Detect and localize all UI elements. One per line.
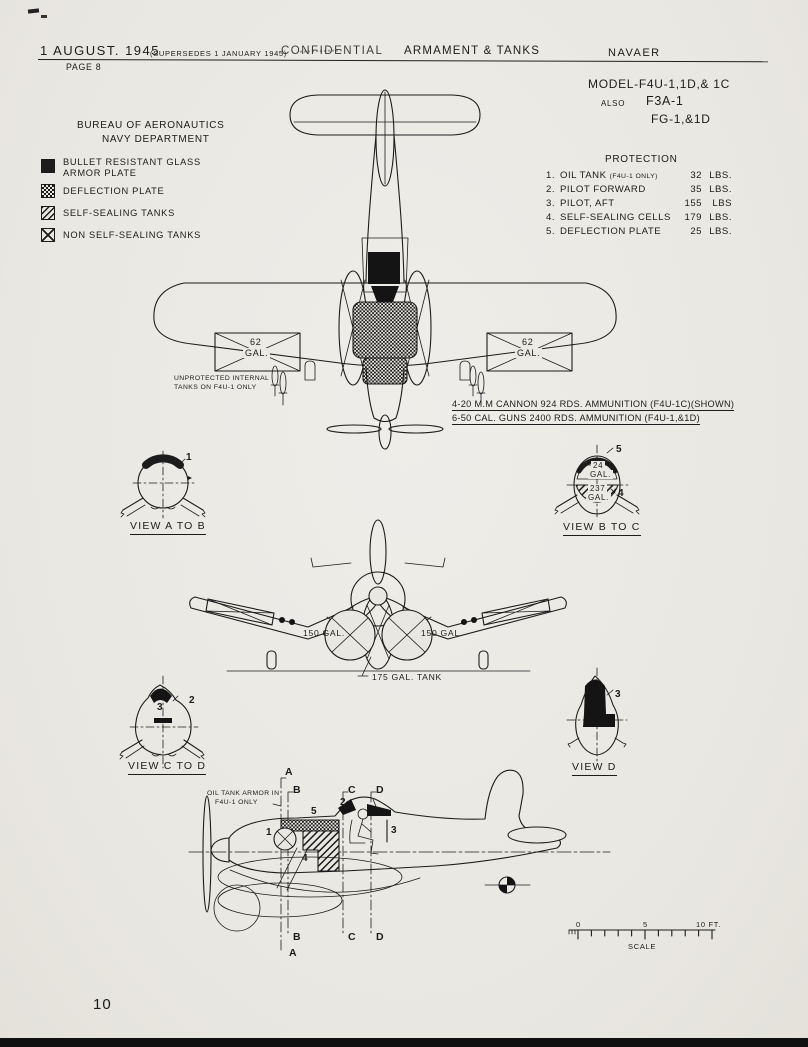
- ammo-note-guns: 6-50 CAL. GUNS 2400 RDS. AMMUNITION (F4U-1,&1D): [452, 413, 700, 423]
- callout-1-side: 1: [266, 827, 272, 838]
- legend-item-armor-1: BULLET RESISTANT GLASS: [63, 157, 201, 167]
- view-bc-upper-tank-unit: GAL.: [590, 470, 612, 479]
- model-line3: FG-1,&1D: [651, 112, 711, 126]
- front-view-drawing: [175, 505, 585, 680]
- ammo-note-cannon: 4-20 M.M CANNON 924 RDS. AMMUNITION (F4U-1C)(SHOWN): [452, 399, 735, 409]
- plan-right-tank-qty: 62: [522, 337, 534, 347]
- section-letter-c-bottom: C: [348, 931, 356, 943]
- swatch-non-self-sealing: [41, 228, 55, 242]
- callout-3-side: 3: [391, 825, 397, 836]
- model-also: ALSO: [601, 99, 626, 108]
- side-oil-note-2: F4U-1 ONLY: [215, 799, 258, 806]
- page-title: ARMAMENT & TANKS: [404, 45, 541, 57]
- scan-mark: [28, 8, 39, 13]
- front-center-tank-label: 175 GAL. TANK: [372, 672, 442, 682]
- page-bottom-edge: [0, 1038, 808, 1047]
- section-letter-a-top: A: [285, 766, 293, 778]
- callout-2-side: 2: [340, 797, 346, 808]
- plan-view-drawing: [140, 80, 650, 452]
- callout-1-view-ab: 1: [186, 452, 192, 463]
- view-bc-caption: VIEW B TO C: [563, 521, 641, 536]
- swatch-armor-plate: [41, 159, 55, 173]
- view-cd-caption: VIEW C TO D: [128, 760, 206, 775]
- section-letter-c-top: C: [348, 784, 356, 796]
- plan-unprotected-note-1: UNPROTECTED INTERNAL: [174, 375, 270, 382]
- org-name: NAVAER: [608, 47, 661, 59]
- legend-item-self-sealing: SELF-SEALING TANKS: [63, 208, 175, 218]
- protection-heading: PROTECTION: [605, 154, 678, 165]
- section-letter-b-bottom: B: [293, 931, 301, 943]
- swatch-self-sealing: [41, 206, 55, 220]
- scale-tick-5: 5: [643, 920, 648, 929]
- callout-5-view-bc: 5: [616, 444, 622, 455]
- protection-row: 1. OIL TANK (F4U-1 ONLY) 32 LBS.: [546, 170, 732, 181]
- classification-stamp: CONFIDENTIAL: [281, 45, 384, 57]
- side-view-drawing: [185, 758, 620, 963]
- swatch-deflection-plate: [41, 184, 55, 198]
- page-ref: PAGE 8: [66, 62, 102, 72]
- callout-4-side: 4: [302, 853, 308, 864]
- callout-3-view-cd: 3: [157, 702, 163, 713]
- model-line2: F3A-1: [646, 94, 684, 108]
- section-letter-a-bottom: A: [289, 947, 297, 959]
- protection-row: 5. DEFLECTION PLATE 25 LBS.: [546, 226, 732, 237]
- legend-heading-1: BUREAU OF AERONAUTICS: [77, 120, 225, 131]
- scale-tick-10: 10 FT.: [696, 920, 722, 929]
- view-bc-upper-tank-qty: 24: [593, 461, 604, 470]
- plan-unprotected-note-2: TANKS ON F4U-1 ONLY: [174, 384, 257, 391]
- view-d-caption: VIEW D: [572, 761, 617, 776]
- view-bc-lower-tank-unit: GAL.: [588, 493, 610, 502]
- legend-item-non-self-sealing: NON SELF-SEALING TANKS: [63, 230, 202, 240]
- section-view-c-d: [110, 672, 240, 772]
- protection-row: 2. PILOT FORWARD 35 LBS.: [546, 184, 732, 195]
- view-bc-lower-tank-qty: 237: [590, 484, 606, 493]
- legend-item-armor-2: ARMOR PLATE: [63, 168, 137, 178]
- header-rule: [38, 59, 768, 62]
- declass-scribble: [300, 49, 342, 57]
- scale-label: SCALE: [628, 942, 657, 951]
- protection-row: 4. SELF-SEALING CELLS 179 LBS.: [546, 212, 732, 223]
- plan-left-tank-unit: GAL.: [245, 348, 269, 358]
- front-left-tank-label: 150 GAL.: [303, 628, 345, 638]
- plan-right-tank-unit: GAL.: [517, 348, 541, 358]
- page-date: 1 AUGUST. 1945: [40, 43, 160, 58]
- scan-mark: [41, 15, 47, 18]
- front-right-tank-label: 150 GAL.: [421, 628, 463, 638]
- callout-5-side: 5: [311, 806, 317, 817]
- supersedes-note: (SUPERSEDES 1 JANUARY 1945): [150, 49, 288, 58]
- callout-3-view-d: 3: [615, 689, 621, 700]
- plan-left-tank-qty: 62: [250, 337, 262, 347]
- section-letter-d-top: D: [376, 784, 384, 796]
- side-oil-note-1: OIL TANK ARMOR IN: [207, 790, 280, 797]
- page-number: 10: [93, 996, 112, 1013]
- callout-2-view-cd: 2: [189, 695, 195, 706]
- scale-tick-0: 0: [576, 920, 581, 929]
- legend-item-deflection: DEFLECTION PLATE: [63, 186, 165, 196]
- callout-4-view-bc: 4: [618, 488, 624, 499]
- section-view-d: [555, 660, 675, 770]
- protection-row: 3. PILOT, AFT 155 LBS: [546, 198, 732, 209]
- view-ab-caption: VIEW A TO B: [130, 520, 206, 535]
- section-letter-b-top: B: [293, 784, 301, 796]
- legend-heading-2: NAVY DEPARTMENT: [102, 134, 210, 145]
- section-letter-d-bottom: D: [376, 931, 384, 943]
- model-line1: MODEL-F4U-1,1D,& 1C: [588, 77, 730, 91]
